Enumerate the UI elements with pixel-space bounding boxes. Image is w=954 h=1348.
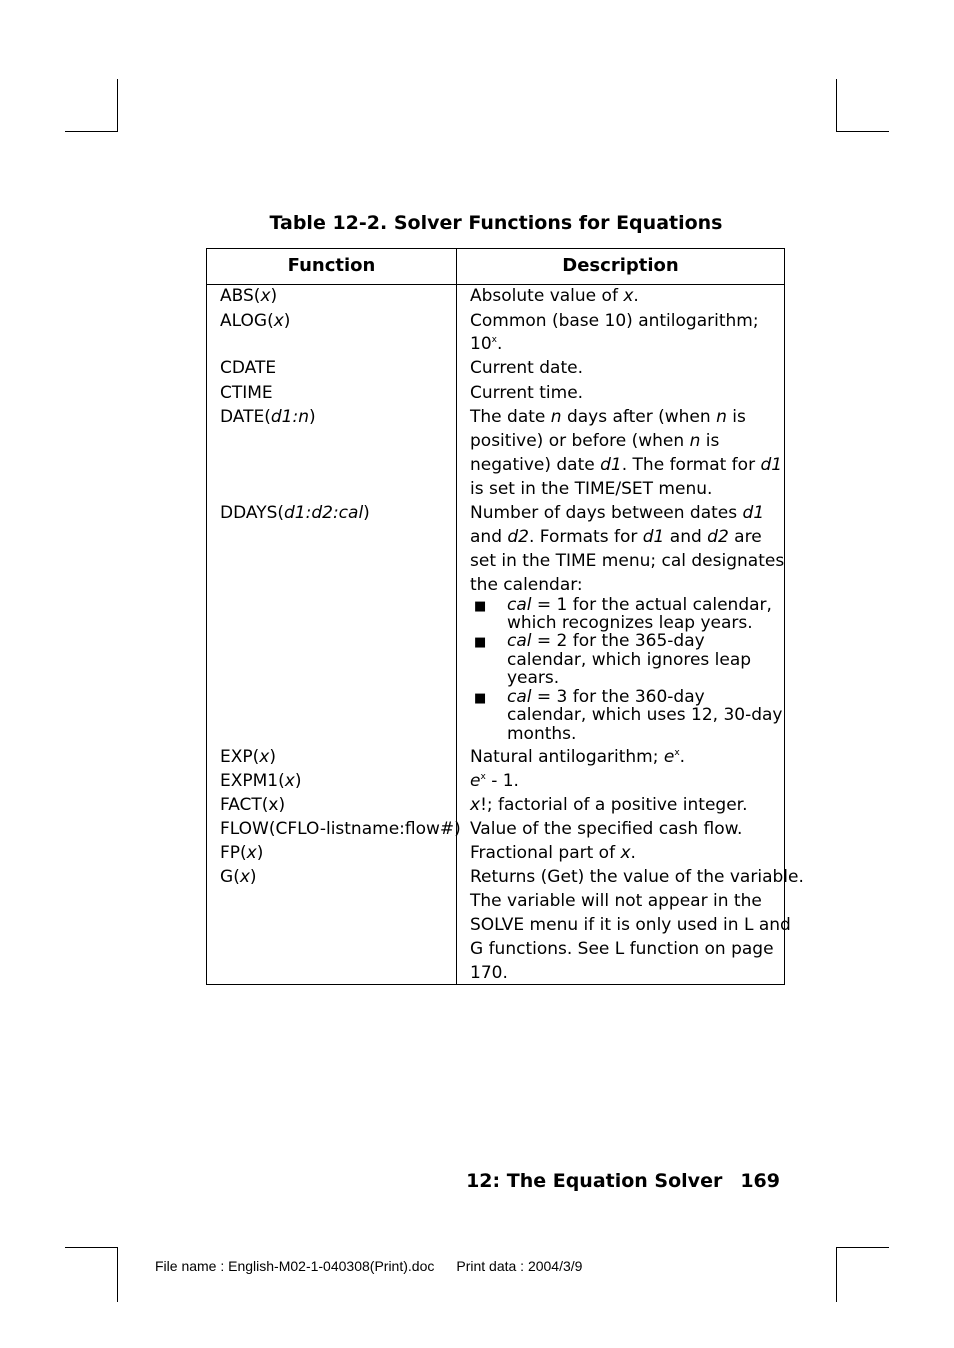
fn-exp: EXP(x) bbox=[220, 747, 276, 767]
desc-g-line5: 170. bbox=[470, 963, 508, 983]
fn-fp: FP(x) bbox=[220, 843, 264, 863]
crop-mark-top-right-v bbox=[836, 79, 837, 132]
crop-mark-top-left-h bbox=[65, 131, 118, 132]
desc-fact: x!; factorial of a positive integer. bbox=[470, 795, 748, 815]
crop-mark-bottom-right-h bbox=[836, 1247, 889, 1248]
header-description: Description bbox=[562, 255, 679, 276]
fn-flow: FLOW(CFLO-listname:flow#) bbox=[220, 819, 461, 839]
fn-g: G(x) bbox=[220, 867, 257, 887]
desc-ddays-line3: set in the TIME menu; cal designates bbox=[470, 551, 785, 571]
bullet-2-line2: calendar, which ignores leap bbox=[507, 650, 752, 670]
chapter-title: 12: The Equation Solver bbox=[466, 1170, 723, 1192]
crop-mark-bottom-right-v bbox=[836, 1247, 837, 1302]
desc-ddays-line1: Number of days between dates d1 bbox=[470, 503, 765, 523]
column-divider bbox=[456, 249, 457, 984]
bullet-3-line2: calendar, which uses 12, 30-day bbox=[507, 705, 783, 725]
bullet-1-line1: cal = 1 for the actual calendar, bbox=[507, 595, 772, 615]
file-name: File name : English-M02-1-040308(Print).doc bbox=[155, 1258, 435, 1274]
desc-date-line4: is set in the TIME/SET menu. bbox=[470, 479, 713, 499]
desc-g-line2: The variable will not appear in the bbox=[470, 891, 762, 911]
desc-g-line3: SOLVE menu if it is only used in L and bbox=[470, 915, 791, 935]
square-bullet-icon: ■ bbox=[474, 691, 487, 706]
fn-expm1: EXPM1(x) bbox=[220, 771, 302, 791]
bullet-2-line3: years. bbox=[507, 668, 560, 688]
desc-date-line2: positive) or before (when n is bbox=[470, 431, 720, 451]
desc-date-line1: The date n days after (when n is bbox=[470, 407, 746, 427]
bullet-2-line1: cal = 2 for the 365-day bbox=[507, 631, 705, 651]
table-title: Table 12-2. Solver Functions for Equations bbox=[269, 212, 723, 234]
desc-alog-line2: 10$^x$. bbox=[470, 334, 503, 354]
desc-fp: Fractional part of x. bbox=[470, 843, 636, 863]
page-number: 169 bbox=[740, 1170, 780, 1192]
fn-cdate: CDATE bbox=[220, 358, 277, 378]
fn-alog: ALOG(x) bbox=[220, 311, 291, 331]
desc-ctime: Current time. bbox=[470, 383, 584, 403]
bullet-3-line1: cal = 3 for the 360-day bbox=[507, 687, 705, 707]
header-function: Function bbox=[287, 255, 376, 276]
crop-mark-top-left-v bbox=[117, 79, 118, 132]
page-footer bbox=[466, 1170, 780, 1192]
desc-cdate: Current date. bbox=[470, 358, 583, 378]
desc-flow: Value of the specified cash flow. bbox=[470, 819, 743, 839]
square-bullet-icon: ■ bbox=[474, 635, 487, 650]
fn-abs: ABS(x) bbox=[220, 286, 278, 306]
desc-g-line1: Returns (Get) the value of the variable. bbox=[470, 867, 804, 887]
fn-ctime: CTIME bbox=[220, 383, 273, 403]
desc-ddays-line4: the calendar: bbox=[470, 575, 583, 595]
crop-mark-bottom-left-v bbox=[117, 1247, 118, 1302]
bullet-3-line3: months. bbox=[507, 724, 577, 744]
solver-functions-table bbox=[206, 248, 804, 985]
crop-mark-bottom-left-h bbox=[65, 1247, 118, 1248]
desc-abs: Absolute value of x. bbox=[470, 286, 639, 306]
square-bullet-icon: ■ bbox=[474, 599, 487, 614]
desc-date-line3: negative) date d1. The format for d1 bbox=[470, 455, 783, 475]
crop-mark-top-right-h bbox=[836, 131, 889, 132]
desc-g-line4: G functions. See L function on page bbox=[470, 939, 774, 959]
fn-fact: FACT(x) bbox=[220, 795, 286, 815]
desc-alog-line1: Common (base 10) antilogarithm; bbox=[470, 311, 759, 331]
desc-expm1: $e^x - 1$. bbox=[470, 771, 519, 791]
fn-ddays: DDAYS(d1:d2:cal) bbox=[220, 503, 370, 523]
bullet-1-line2: which recognizes leap years. bbox=[507, 613, 753, 633]
fn-date: DATE(d1:n) bbox=[220, 407, 316, 427]
print-date: Print data : 2004/3/9 bbox=[456, 1258, 583, 1274]
desc-exp: Natural antilogarithm; $e^x$. bbox=[470, 747, 686, 767]
desc-ddays-line2: and d2. Formats for d1 and d2 are bbox=[470, 527, 762, 547]
file-info bbox=[155, 1258, 582, 1274]
